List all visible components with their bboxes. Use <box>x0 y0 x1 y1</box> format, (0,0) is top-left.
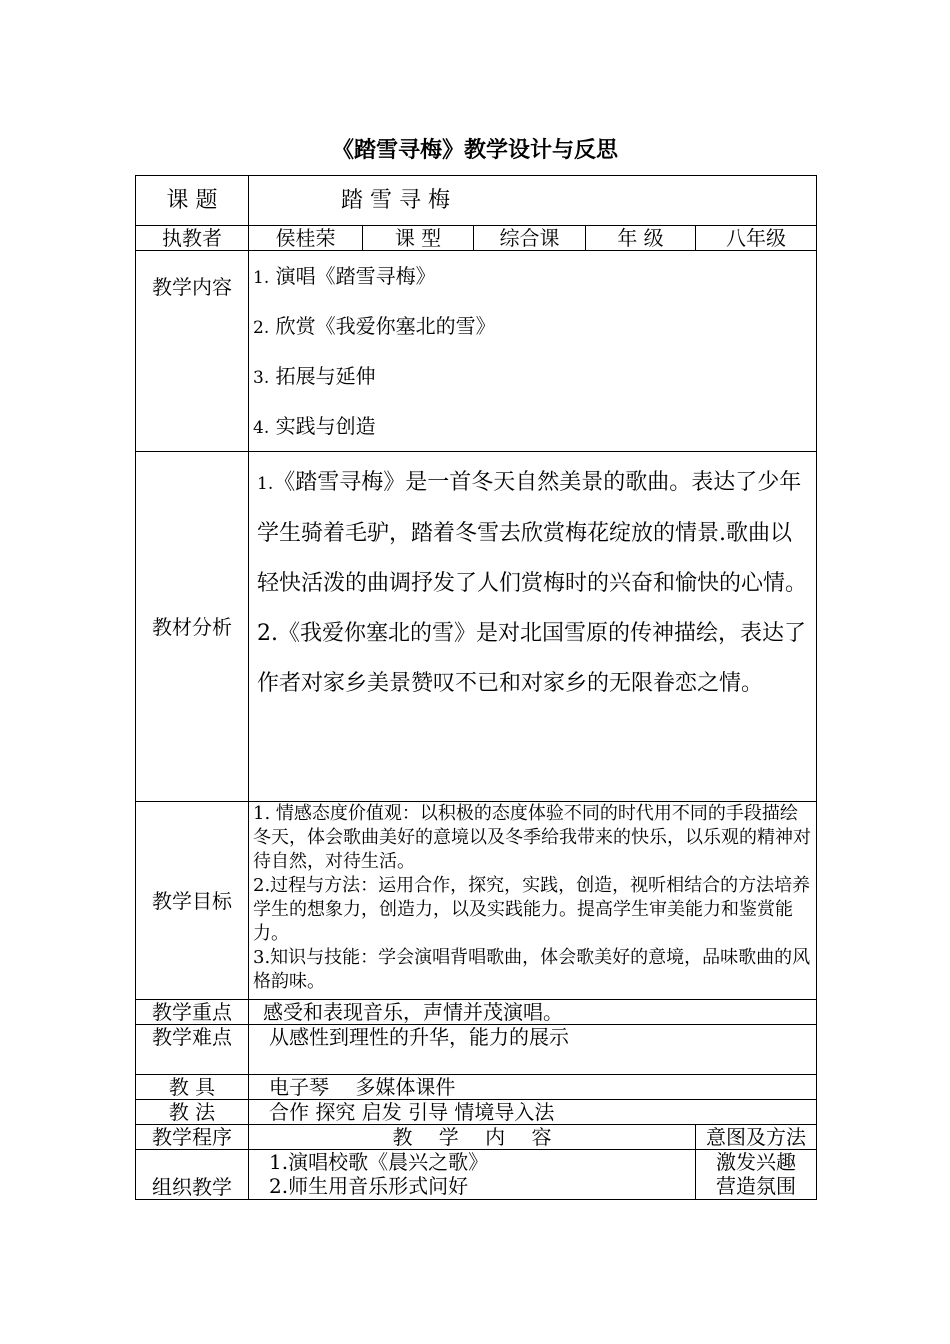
goal-item: 3.知识与技能：学会演唱背唱歌曲，体会歌美好的意境，品味歌曲的风格韵味。 <box>253 947 811 992</box>
tools-label: 教 具 <box>136 1075 249 1100</box>
analysis-label: 教材分析 <box>136 452 249 802</box>
list-item: 2. 欣赏《我爱你塞北的雪》 <box>253 314 496 338</box>
key-point-value: 感受和表现音乐，声情并茂演唱。 <box>249 1000 817 1025</box>
list-item: 营造氛围 <box>716 1174 796 1198</box>
procedure-content-header: 教 学 内 容 <box>249 1125 696 1150</box>
procedure-row-label: 组织教学 <box>136 1150 249 1200</box>
meta-row <box>136 226 817 251</box>
list-item: 2.师生用音乐形式问好 <box>269 1174 469 1198</box>
difficulty-row <box>136 1025 817 1075</box>
procedure-label: 教学程序 <box>136 1125 249 1150</box>
procedure-intent-header: 意图及方法 <box>696 1125 817 1150</box>
goal-item: 2.过程与方法：运用合作，探究，实践，创造，视听相结合的方法培养学生的想象力，创造力，以及实践能力。提高学生审美能力和鉴赏能力。 <box>253 875 811 944</box>
procedure-header-row <box>136 1125 817 1150</box>
methods-label: 教 法 <box>136 1100 249 1125</box>
lesson-plan-table <box>135 175 817 1200</box>
teacher-value: 侯桂荣 <box>249 226 363 251</box>
type-label: 课 型 <box>363 226 474 251</box>
topic-label: 课 题 <box>136 176 249 226</box>
procedure-row <box>136 1150 817 1200</box>
topic-value: 踏 雪 寻 梅 <box>249 176 817 226</box>
goals-row <box>136 802 817 1000</box>
key-point-row <box>136 1000 817 1025</box>
content-row <box>136 251 817 452</box>
procedure-items <box>249 1150 696 1200</box>
analysis-text: 1.《踏雪寻梅》是一首冬天自然美景的歌曲。表达了少年学生骑着毛驴，踏着冬雪去欣赏梅花绽放的情景.歌曲以轻快活泼的曲调抒发了人们赏梅时的兴奋和愉快的心情。 2.《我爱你塞北的雪》是对北国雪原的传神描绘，表达了作者对家乡美景赞叹不已和对家乡的无限眷恋之情。 <box>249 452 817 802</box>
procedure-intents <box>696 1150 817 1200</box>
document-title: 《踏雪寻梅》教学设计与反思 <box>331 138 618 163</box>
tools-value: 电子琴 多媒体课件 <box>249 1075 817 1100</box>
topic-row <box>136 176 817 226</box>
list-item: 激发兴趣 <box>716 1150 796 1174</box>
methods-row <box>136 1100 817 1125</box>
goals-label: 教学目标 <box>136 802 249 1000</box>
difficulty-label: 教学难点 <box>136 1025 249 1075</box>
grade-value: 八年级 <box>696 226 817 251</box>
content-label: 教学内容 <box>136 251 249 452</box>
list-item: 3. 拓展与延伸 <box>253 364 376 388</box>
goals-text <box>249 802 817 1000</box>
methods-value: 合作 探究 启发 引导 情境导入法 <box>249 1100 817 1125</box>
type-value: 综合课 <box>474 226 586 251</box>
grade-label: 年 级 <box>586 226 696 251</box>
list-item: 1. 演唱《踏雪寻梅》 <box>253 264 436 288</box>
list-item: 1.演唱校歌《晨兴之歌》 <box>269 1150 489 1174</box>
goal-item: 1. 情感态度价值观：以积极的态度体验不同的时代用不同的手段描绘冬天，体会歌曲美好的意境以及冬季给我带来的快乐，以乐观的精神对待自然，对待生活。 <box>253 803 811 872</box>
key-point-label: 教学重点 <box>136 1000 249 1025</box>
list-item: 4. 实践与创造 <box>253 414 376 438</box>
teacher-label: 执教者 <box>136 226 249 251</box>
content-list <box>249 251 817 452</box>
tools-row <box>136 1075 817 1100</box>
analysis-row <box>136 452 817 802</box>
difficulty-value: 从感性到理性的升华，能力的展示 <box>249 1025 817 1075</box>
